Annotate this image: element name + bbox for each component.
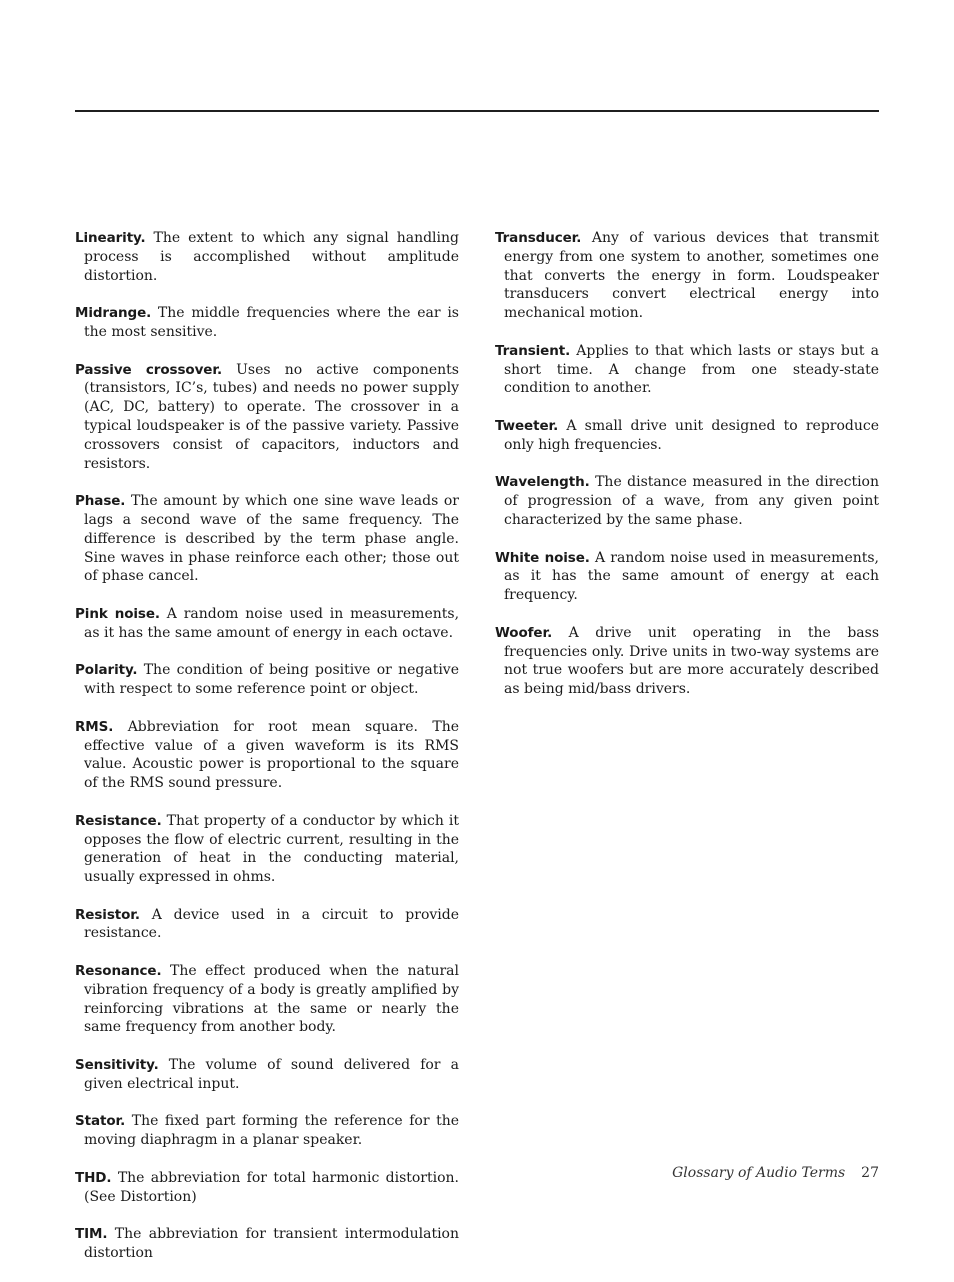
glossary-entry-resistor [75,906,459,944]
glossary-definition: The abbreviation for transient intermodulation distortion [84,1226,459,1262]
glossary-term: Wavelength. [495,474,590,491]
glossary-term: Transducer. [495,230,582,246]
glossary-entry-transducer [495,229,879,323]
glossary-entry-polarity [75,661,459,699]
glossary-definition: Abbreviation for root mean square. The effective value of a given waveform is its RMS value. Acoustic power is proportional to the square of the RMS sound pressure. [84,718,459,792]
glossary-term: Sensitivity. [75,1057,159,1074]
glossary-definition: The condition of being positive or negative with respect to some reference point or object. [84,662,459,698]
glossary-entry-sensitivity [75,1056,459,1094]
glossary-definition: The distance measured in the direction of progression of a wave, from any given point characterized by the same phase. [504,474,879,528]
glossary-term: Phase. [75,493,126,510]
glossary-definition: Applies to that which lasts or stays but a short time. A change from one steady-state condition to another. [504,342,879,397]
glossary-definition: The middle frequencies where the ear is the most sensitive. [84,305,459,340]
glossary-definition: The extent to which any signal handling process is accomplished without amplitude distortion. [84,230,459,284]
glossary-term: RMS. [75,718,114,735]
glossary-definition: Uses no active components (transistors, IC’s, tubes) and needs no power supply (AC, DC, battery) to operate. The crossover in a typical loudspeaker is of the passive variety. Passive crossovers consist of capacitors, inductors and resistors. [84,361,459,472]
glossary-term: THD. [75,1169,112,1186]
glossary-term: Resistance. [75,812,162,829]
glossary-term: Tweeter. [495,417,559,434]
glossary-term: Polarity. [75,662,138,679]
glossary-definition: The amount by which one sine wave leads or lags a second wave of the same frequency. The difference is described by the term phase angle. Sine waves in phase reinforce each other; those out of phase cancel. [84,493,459,585]
glossary-definition: A device used in a circuit to provide resistance. [84,906,460,942]
glossary-term: Passive crossover. [75,361,222,378]
page-footer [672,1163,879,1183]
glossary-definition: The abbreviation for total harmonic distortion. (See Distortion) [84,1169,459,1205]
glossary-entry-wavelength [495,473,879,529]
glossary-entry-tweeter [495,417,879,455]
glossary-entry-thd [75,1169,459,1207]
glossary-definition: Any of various devices that transmit energy from one system to another, sometimes one that converts the energy in form. Loudspeaker transducers convert electrical energy into mechanical motion. [504,230,879,322]
glossary-entry-resistance [75,812,459,887]
glossary-term: Linearity. [75,230,146,246]
glossary-term: Transient. [495,342,571,359]
glossary-term: White noise. [495,549,590,566]
glossary-definition: A small drive unit designed to reproduce only high frequencies. [504,417,880,453]
glossary-entry-transient [495,342,879,398]
glossary-entry-linearity [75,229,459,285]
page-number: 27 [861,1165,879,1181]
glossary-entry-passive-crossover [75,361,459,474]
glossary-entry-tim [75,1225,459,1263]
glossary-term: Midrange. [75,305,152,322]
glossary-entry-resonance [75,962,459,1037]
glossary-entry-woofer [495,624,879,699]
glossary-definition: A random noise used in measurements, as it has the same amount of energy at each frequency. [504,549,880,604]
glossary-entry-pink-noise [75,605,459,643]
footer-section-title: Glossary of Audio Terms [672,1165,846,1181]
glossary-column-right [495,229,879,718]
glossary-entry-midrange [75,304,459,342]
glossary-definition: A drive unit operating in the bass frequencies only. Drive units in two-way systems are not true woofers but are more accurately described as being mid/bass drivers. [504,624,879,698]
glossary-term: Pink noise. [75,605,160,622]
glossary-term: Woofer. [495,624,553,641]
glossary-definition: The fixed part forming the reference for the moving diaphragm in a planar speaker. [84,1113,460,1149]
glossary-definition: The effect produced when the natural vibration frequency of a body is greatly amplified by reinforcing vibrations at the same or nearly the same frequency from another body. [84,963,459,1036]
glossary-entry-phase [75,492,459,586]
glossary-term: Resistor. [75,906,140,923]
glossary-definition: That property of a conductor by which it opposes the flow of electric current, resulting in the generation of heat in the conducting material, usually expressed in ohms. [84,812,459,886]
glossary-column-left [75,229,459,1282]
glossary-term: Stator. [75,1113,126,1130]
glossary-definition: The volume of sound delivered for a given electrical input. [84,1057,460,1092]
glossary-entry-white-noise [495,549,879,605]
glossary-term: Resonance. [75,963,162,980]
header-rule [75,110,879,112]
glossary-entry-rms [75,718,459,793]
glossary-entry-stator [75,1112,459,1150]
glossary-definition: A random noise used in measurements, as it has the same amount of energy in each octave. [84,605,460,641]
glossary-term: TIM. [75,1226,108,1243]
